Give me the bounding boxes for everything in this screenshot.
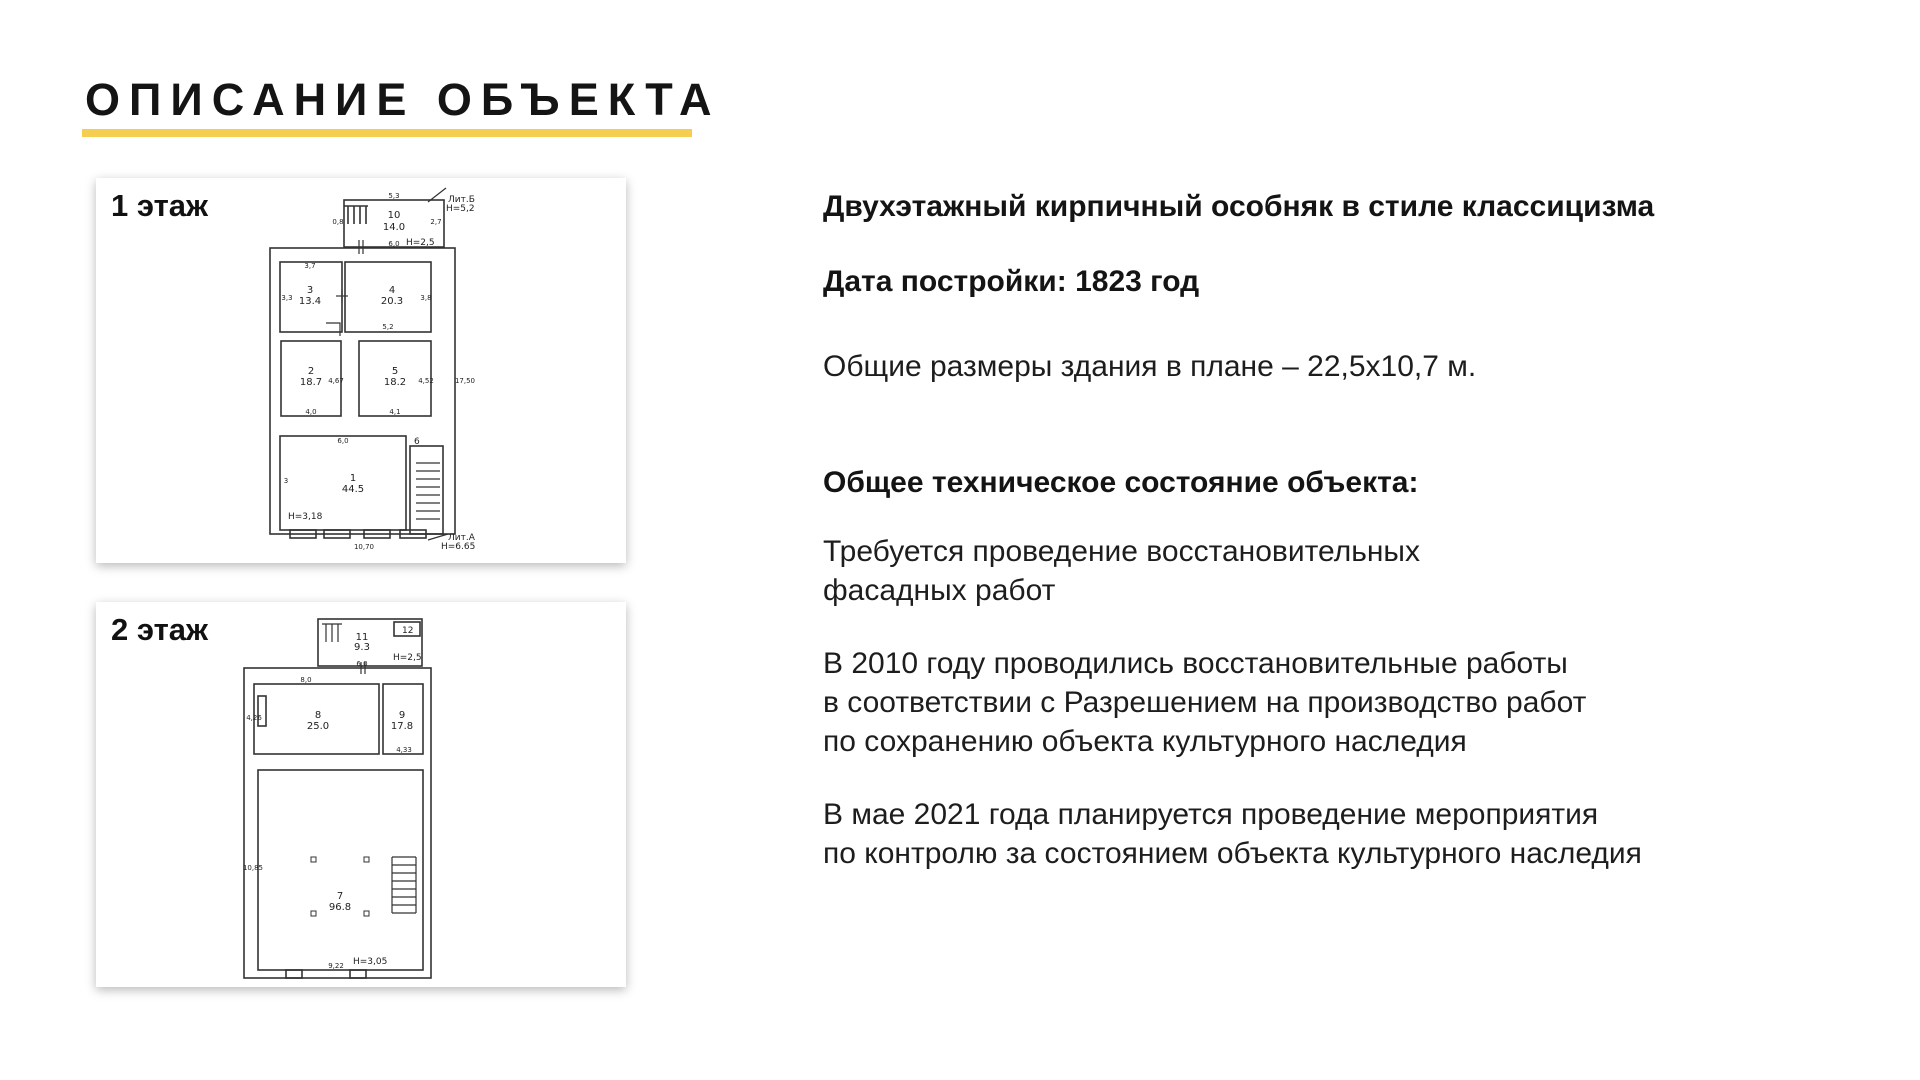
floor1-room4-number: 4	[388, 285, 396, 296]
floor1-room4-area: 20.3	[380, 296, 404, 307]
floor1-room10-number: 10	[387, 210, 401, 221]
floor1-room5-number: 5	[391, 366, 399, 377]
floor1-dim-60a: 6,0	[388, 240, 400, 248]
floor1-dim-08: 0,8	[332, 218, 344, 226]
floor2-room11-number: 11	[355, 632, 369, 643]
floor2-floor-plan-drawing	[96, 602, 626, 987]
building-heading: Двухэтажный кирпичный особняк в стиле классицизма	[823, 190, 1655, 223]
building-dimensions: Общие размеры здания в плане – 22,5х10,7 м.	[823, 350, 1477, 383]
floor2-room7-number: 7	[336, 891, 344, 902]
floor2-room9-number: 9	[398, 710, 406, 721]
condition-paragraph-2010-works	[823, 644, 1586, 761]
floor2-dim-426: 4,26	[246, 714, 262, 722]
floor1-plan-card	[96, 178, 626, 563]
floor1-dim-37: 3,7	[304, 262, 316, 270]
floor1-room5-area: 18.2	[383, 377, 407, 388]
floor1-room2-number: 2	[307, 366, 315, 377]
floor2-room8-number: 8	[314, 710, 322, 721]
floor1-dim-1750: 17,50	[454, 377, 476, 385]
floor1-dim-53: 5,3	[388, 192, 400, 200]
floor2-dim-922: 9,22	[328, 962, 344, 970]
floor1-floor-plan-drawing	[96, 178, 626, 563]
floor1-dim-3: 3	[283, 477, 289, 485]
floor1-room3-number: 3	[306, 285, 314, 296]
floor1-room10-area: 14.0	[382, 222, 406, 233]
floor1-lit-a-mark: Лит.А	[448, 533, 475, 543]
floor2-plan-card	[96, 602, 626, 987]
condition-heading: Общее техническое состояние объекта:	[823, 466, 1419, 499]
floor1-label: 1 этаж	[111, 188, 208, 223]
floor2-label: 2 этаж	[111, 612, 208, 647]
construction-date: Дата постройки: 1823 год	[823, 265, 1200, 298]
floor1-dim-27: 2,7	[430, 218, 442, 226]
floor2-room11-area: 9.3	[354, 642, 370, 653]
floor2-h-305-mark: H=3,05	[353, 957, 388, 967]
paragraph-line: в соответствии с Разрешением на производство работ	[823, 686, 1587, 719]
floor2-dim-1085: 10,85	[242, 864, 264, 872]
floor2-room12-number: 12	[402, 626, 414, 636]
floor1-h-318-mark: H=3,18	[288, 512, 323, 522]
floor2-dim-60a: 6,0	[356, 660, 368, 668]
floor1-room3-area: 13.4	[298, 296, 322, 307]
paragraph-line: В мае 2021 года планируется проведение мероприятия	[823, 798, 1599, 831]
condition-paragraph-facade	[823, 532, 1420, 610]
floor1-room1-area: 44.5	[341, 484, 365, 495]
paragraph-line: по контролю за состоянием объекта культурного наследия	[823, 837, 1642, 870]
floor1-dim-3a: 3,3	[281, 294, 293, 302]
floor1-dim-452: 4,52	[418, 377, 434, 385]
floor1-dim-41: 4,1	[389, 408, 401, 416]
floor1-dim-1070: 10,70	[353, 543, 375, 551]
floor1-dim-52: 5,2	[382, 323, 394, 331]
floor1-lit-b-mark: Лит.Б	[448, 195, 475, 205]
paragraph-line: фасадных работ	[823, 574, 1056, 607]
floor1-h-52-mark: H=5,2	[446, 204, 475, 214]
floor2-dim-433: 4,33	[396, 746, 412, 754]
floor1-h-25-mark: H=2,5	[406, 238, 435, 248]
floor1-room6-number: 6	[414, 437, 420, 447]
floor1-dim-40: 4,0	[305, 408, 317, 416]
floor1-h-665-mark: H=6.65	[441, 542, 476, 552]
floor2-dim-80: 8,0	[300, 676, 312, 684]
page-title: ОПИСАНИЕ ОБЪЕКТА	[85, 74, 721, 125]
paragraph-line: по сохранению объекта культурного наследия	[823, 725, 1467, 758]
floor2-room7-area: 96.8	[328, 902, 352, 913]
floor1-room1-number: 1	[349, 473, 357, 484]
title-underline	[82, 129, 692, 137]
floor1-dim-3b: 3,8	[420, 294, 432, 302]
floor2-h-25-mark: H=2,5	[393, 653, 422, 663]
floor2-room8-area: 25.0	[306, 721, 330, 732]
floor1-room2-area: 18.7	[299, 377, 323, 388]
floor2-room9-area: 17.8	[390, 721, 414, 732]
floor1-dim-60b: 6,0	[337, 437, 349, 445]
floor1-dim-467: 4,67	[328, 377, 344, 385]
paragraph-line: Требуется проведение восстановительных	[823, 535, 1420, 568]
condition-paragraph-2021-plan	[823, 795, 1642, 873]
paragraph-line: В 2010 году проводились восстановительные работы	[823, 647, 1568, 680]
